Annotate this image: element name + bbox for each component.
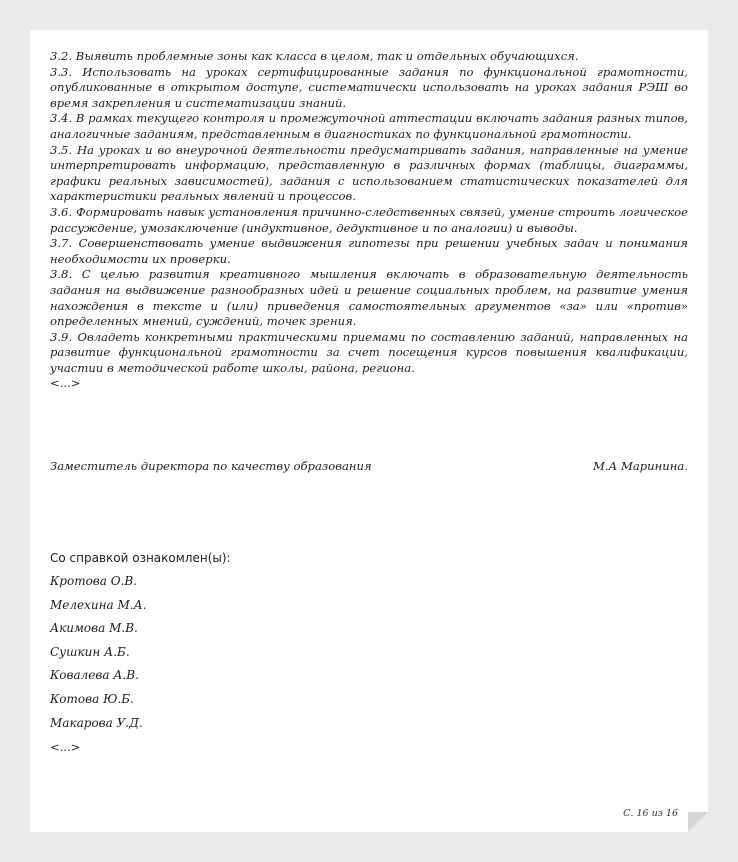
acknowledgement-title: Со справкой ознакомлен(ы):: [50, 551, 231, 565]
acknowledged-name: Мелехина М.А.: [50, 597, 147, 612]
item-3-5: 3.5. На уроках и во внеурочной деятельности предусматривать задания, направленные на умение интерпретировать информацию, представленную в различных формах (таблицы, диаграммы, графики реальных зависимостей), задания с использованием статистических показателей для характеристики реальных явлений и процессов.: [50, 142, 688, 204]
acknowledged-name: Макарова У.Д.: [50, 715, 143, 730]
signatory-position: Заместитель директора по качеству образования: [50, 459, 372, 473]
item-3-9: 3.9. Овладеть конкретными практическими приемами по составлению заданий, направленных на развитие функциональной грамотности за счет посещения курсов повышения квалификации, участии в методической работе школы, района, региона.: [50, 329, 688, 375]
acknowledged-name: Котова Ю.Б.: [50, 691, 134, 706]
acknowledged-name: Акимова М.В.: [50, 621, 138, 636]
acknowledgement-list: [50, 573, 147, 738]
item-3-3: 3.3. Использовать на уроках сертифицированные задания по функциональной грамотности, опубликованные в открытом доступе, систематически использовать на уроках задания РЭШ во время закрепления и систематизации знаний.: [50, 64, 688, 110]
item-3-4: 3.4. В рамках текущего контроля и промежуточной аттестации включать задания разных типов, аналогичные заданиям, представленным в диагностиках по функциональной грамотности.: [50, 111, 688, 141]
acknowledged-name: Кротова О.В.: [50, 574, 138, 588]
acknowledgement-ellipsis: <...>: [50, 740, 81, 754]
acknowledged-name: Сушкин А.Б.: [50, 644, 130, 659]
item-3-6: 3.6. Формировать навык установления причинно-следственных связей, умение строить логическое рассуждение, умозаключение (индуктивное, дедуктивное и по аналогии) и выводы.: [50, 204, 688, 235]
page-corner-fold: [688, 812, 708, 832]
item-3-8: 3.8. С целью развития креативного мышления включать в образовательную деятельность задания на выдвижение разнообразных идей и решение социальных проблем, на развитие умения нахождения в тексте и (или) приведения самостоятельных аргументов «за» или «против» определенных мнений, суждений, точек зрения.: [50, 267, 688, 329]
signatory-name: М.А Маринина.: [592, 459, 688, 473]
recommendations-text: [50, 49, 688, 392]
page-number: С. 16 из 16: [623, 808, 678, 819]
signature-row: [50, 458, 688, 474]
item-3-7: 3.7. Совершенствовать умение выдвижения гипотезы при решении учебных задач и понимания необходимости их проверки.: [50, 236, 688, 266]
text-ellipsis: <...>: [50, 376, 81, 391]
acknowledged-name: Ковалева А.В.: [50, 668, 139, 683]
item-3-2: 3.2. Выявить проблемные зоны как класса в целом, так и отдельных обучающихся.: [50, 49, 579, 63]
